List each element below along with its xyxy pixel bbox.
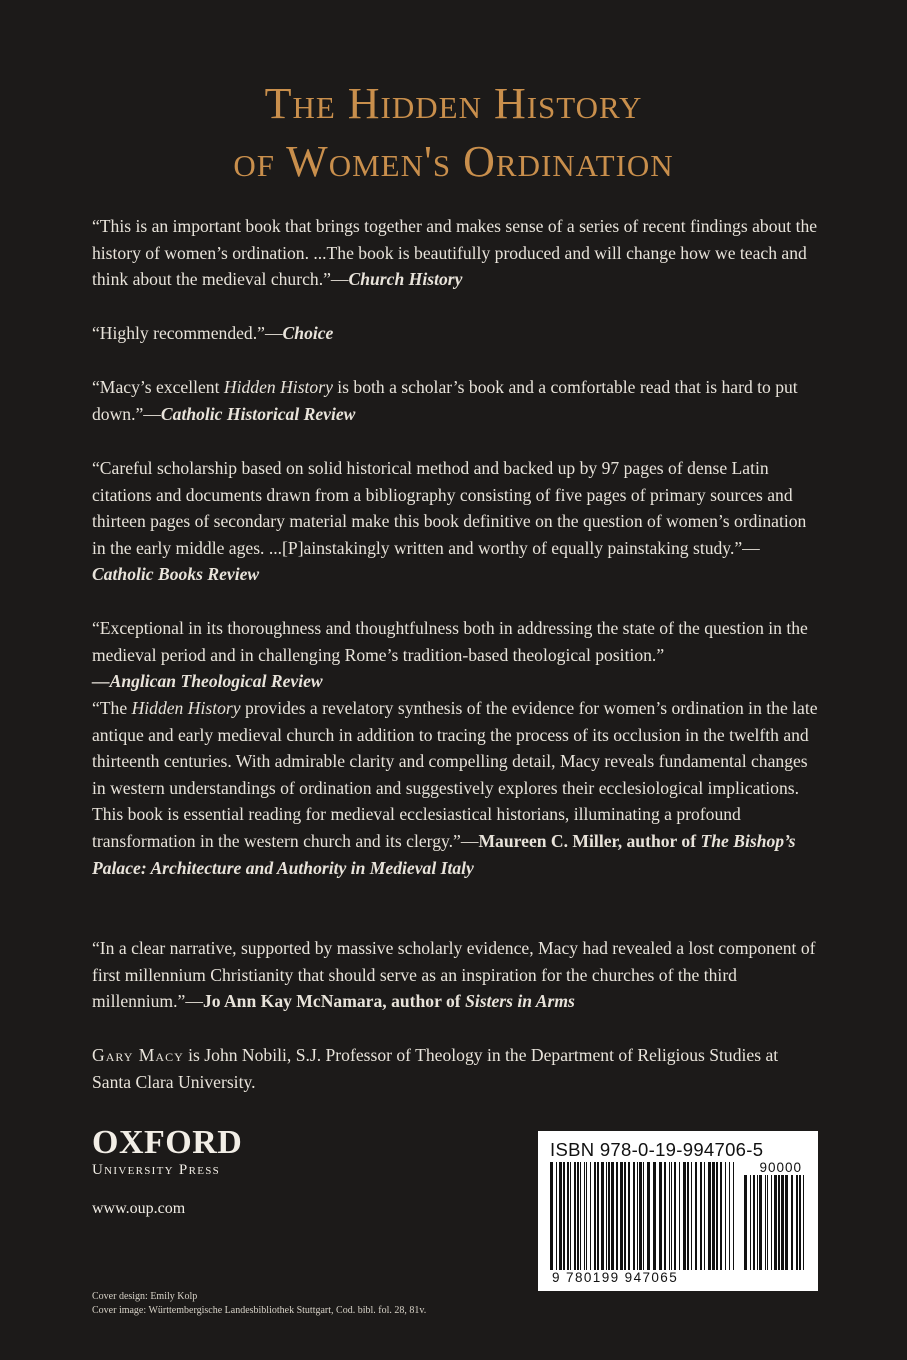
author-bio-text: is John Nobili, S.J. Professor of Theology in the Department of Religious Studies at Santa Clara University.: [92, 1045, 779, 1092]
quote-source: Choice: [282, 323, 334, 343]
quote-italic-title: Hidden History: [131, 698, 241, 718]
addon-barcode-bars: [744, 1175, 806, 1270]
publisher-name: OXFORD: [92, 1124, 243, 1161]
quote-work-title: The Bishop’s Palace: Architecture and Authority in Medieval Italy: [92, 830, 796, 878]
quote-source: Church History: [348, 269, 463, 290]
review-quote-7: [92, 935, 820, 1015]
review-quote-1: [92, 213, 820, 293]
book-title-line-2: of Women's Ordination: [233, 137, 674, 186]
publisher-subtitle: University Press: [92, 1162, 221, 1178]
quote-source: —Anglican Theological Review: [92, 671, 323, 692]
quote-text: “Exceptional in its thoroughness and thoughtfulness both in addressing the state of the question in the medieval period and in challenging Rome’s tradition-based theological position.”: [92, 618, 808, 665]
review-quote-3: [92, 374, 820, 427]
ean-digits: 9 780199 947065: [552, 1270, 679, 1285]
publisher-logo: [92, 1126, 262, 1179]
review-quote-5: [92, 615, 820, 695]
isbn-label: ISBN 978-0-19-994706-5: [550, 1139, 764, 1160]
quote-source: Catholic Historical Review: [160, 403, 356, 424]
quote-text: “Careful scholarship based on solid historical method and backed up by 97 pages of dense Latin citations and documents drawn from a bibliography consisting of five pages of primary sources and thirteen pages of secondary material make this book definitive on the question of women’s ordination in the early middle ages. ...[P]ainstakingly written and worthy of equally painstaking study.”—: [92, 458, 807, 558]
quote-author: Jo Ann Kay McNamara, author of: [202, 991, 466, 1012]
quote-text: “The: [92, 698, 132, 718]
cover-design-credit: Cover design: Emily Kolp: [92, 1291, 198, 1302]
review-quote-4: [92, 455, 820, 588]
quote-text: “This is an important book that brings together and makes sense of a series of recent findings about the history of women’s ordination. ...The book is beautifully produced and will change how we teach and think about the medieval church.”—: [92, 216, 818, 290]
quote-italic-title: Hidden History: [223, 377, 333, 397]
ean-barcode-bars: [550, 1162, 738, 1270]
publisher-url[interactable]: www.oup.com: [92, 1200, 186, 1217]
author-bio: [92, 1042, 820, 1095]
quote-author: Maureen C. Miller, author of: [478, 830, 701, 851]
isbn-barcode: [538, 1131, 818, 1291]
quote-source: Catholic Books Review: [92, 564, 260, 585]
quote-text: “Highly recommended.”—: [92, 323, 283, 343]
cover-image-credit: Cover image: Württembergische Landesbibliothek Stuttgart, Cod. bibl. fol. 28, 81v.: [92, 1305, 427, 1316]
cover-credits: [92, 1290, 426, 1318]
price-code: 90000: [759, 1160, 802, 1175]
quote-text: is both a scholar’s book and a comfortable read that is hard to put down.”—: [92, 377, 798, 424]
book-title-line-1: The Hidden History: [264, 79, 643, 128]
review-quote-6: [92, 695, 820, 881]
quote-text: “Macy’s excellent: [92, 377, 224, 397]
quote-work-title: Sisters in Arms: [465, 991, 575, 1012]
author-name: Gary Macy: [92, 1045, 184, 1065]
review-quote-2: [92, 320, 820, 347]
quote-text: provides a revelatory synthesis of the evidence for women’s ordination in the late antique and early medieval church in addition to tracing the process of its occlusion in the twelfth and thirteenth centuries. With admirable clarity and compelling detail, Macy reveals fundamental changes in western understandings of ordination and suggestively explores their ecclesiological implications. This book is essential reading for medieval ecclesiastical historians, illuminating a profound transformation in the western church and its clergy.”—: [92, 698, 818, 851]
quote-text: “In a clear narrative, supported by massive scholarly evidence, Macy had revealed a lost component of first millennium Christianity that should serve as an inspiration for the churches of the third millennium.”—: [92, 938, 816, 1012]
